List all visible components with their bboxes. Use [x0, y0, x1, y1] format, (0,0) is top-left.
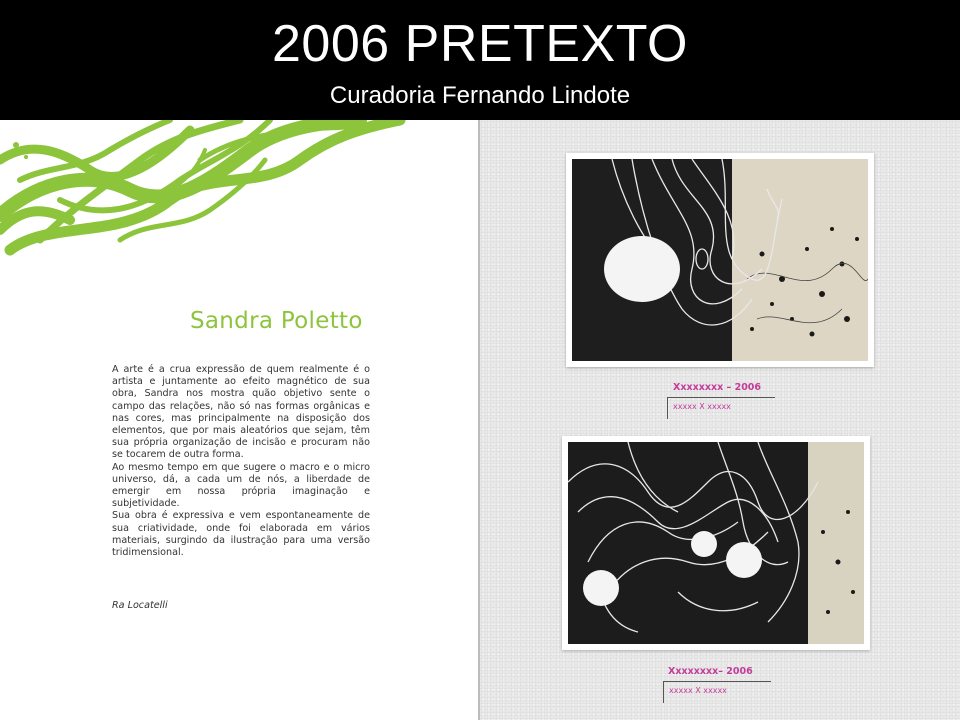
slide-subtitle: Curadoria Fernando Lindote: [329, 82, 631, 109]
statement-paragraph: Sua obra é expressiva e vem espontaneamente de sua criatividade, onde foi elaborada em vários materiais, surgindo da ilustração para uma versão tridimensional.: [112, 510, 370, 559]
artwork-photo-2-image: [568, 442, 864, 644]
statement-paragraph: A arte é a crua expressão de quem realmente é o artista e juntamente ao efeito magnético de sua obra, Sandra nos mostra quão objetivo sente o campo das relações, não só nas formas orgânicas e nas cores, mas principalmente na disposição dos elementos, que por mais aleatórios que sejam, têm sua própria organização de incisão e procuram não se tocarem de outra forma.: [112, 364, 370, 461]
artist-name: Sandra Poletto: [190, 308, 363, 334]
green-swirl-graphic: [0, 120, 478, 260]
left-page: [0, 120, 478, 720]
right-page: [480, 120, 960, 720]
statement-paragraph: Ao mesmo tempo em que sugere o macro e o micro universo, dá, a cada um de nós, a liberdade de emergir em nossa própria imaginação e subjetividade.: [112, 461, 370, 510]
slide-header: [0, 0, 960, 120]
slide-title: 2006 PRETEXTO: [272, 15, 688, 73]
caption-title-1: Xxxxxxxx – 2006: [673, 382, 762, 393]
caption-sub-1: xxxxx X xxxxx: [673, 402, 731, 411]
statement-author: Ra Locatelli: [112, 600, 168, 611]
caption-sub-2: xxxxx X xxxxx: [669, 686, 727, 695]
caption-title-2: Xxxxxxxx– 2006: [668, 666, 753, 677]
artist-statement: [112, 364, 370, 559]
artwork-photo-2: [562, 436, 870, 650]
artwork-photo-1: [566, 153, 874, 367]
artwork-photo-1-image: [572, 159, 868, 361]
